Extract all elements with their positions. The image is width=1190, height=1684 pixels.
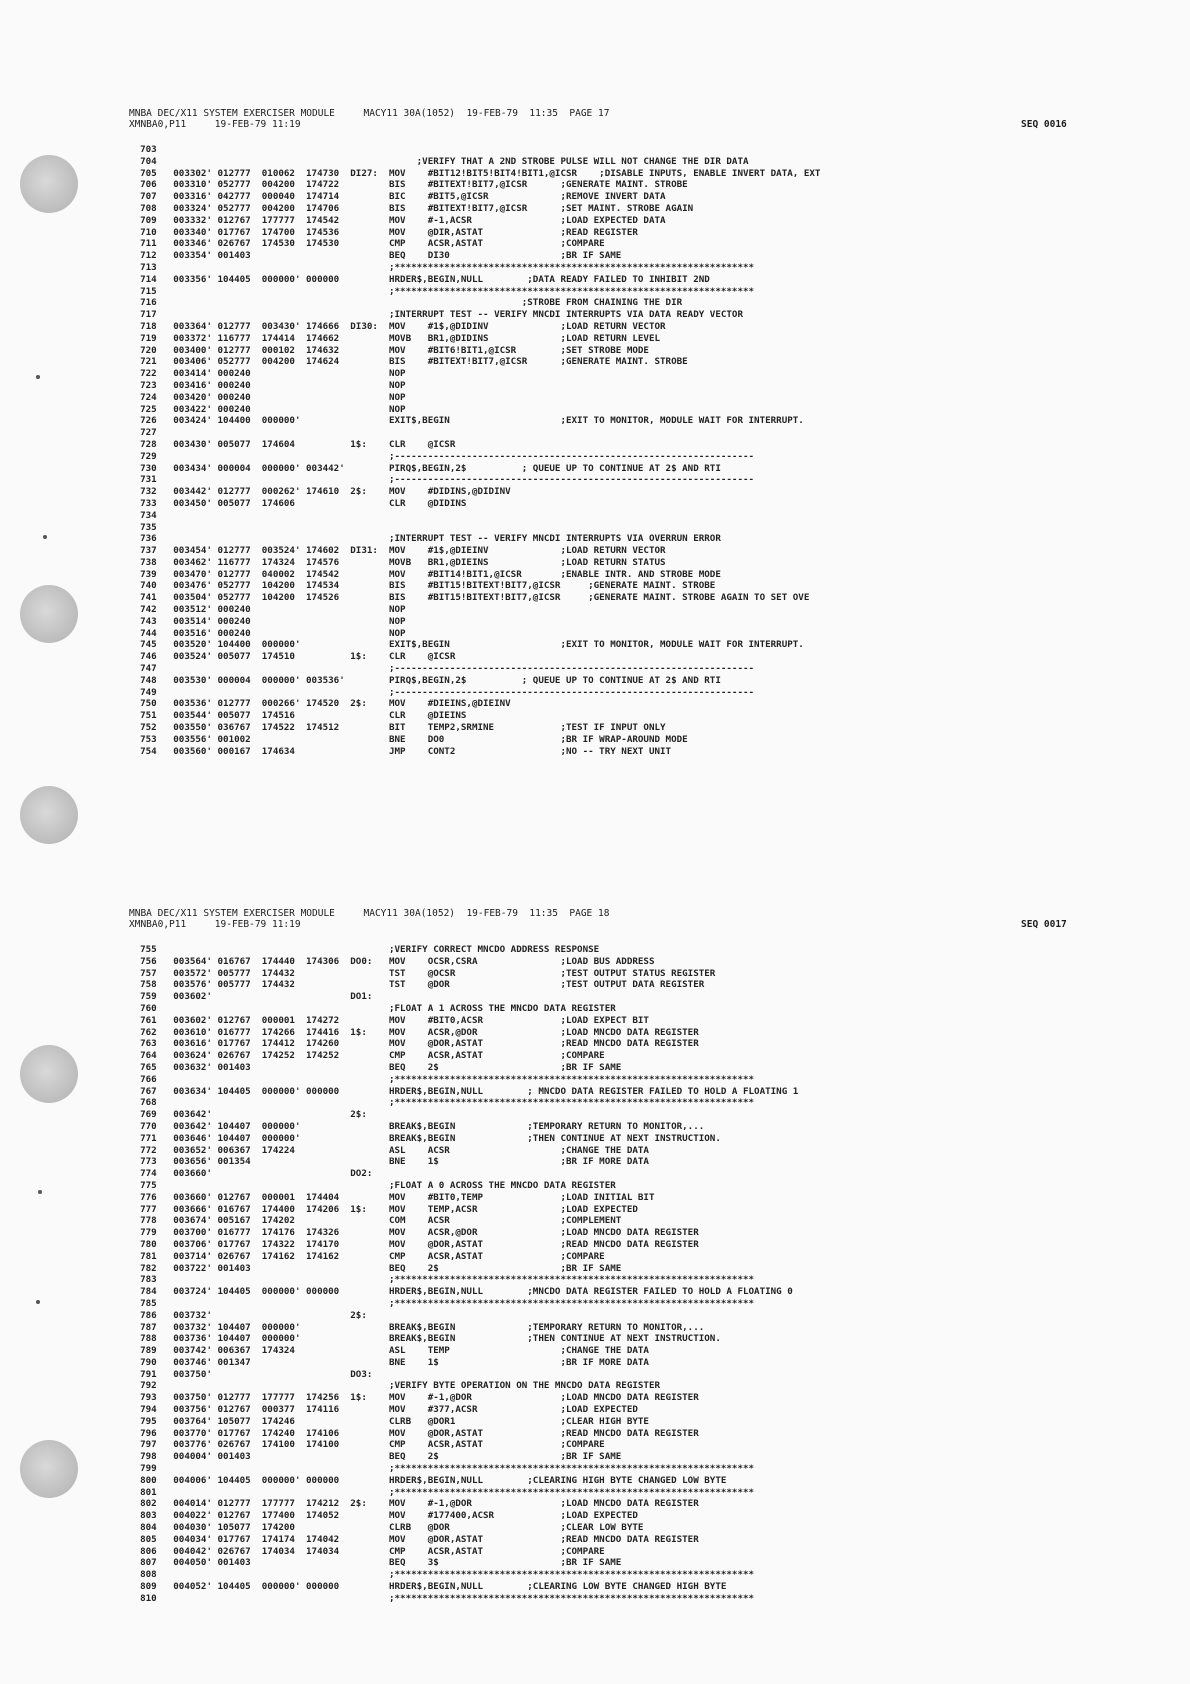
- listing-line: 806 004042' 026767 174034 174034 CMP ACSR,ASTAT ;COMPARE: [129, 1545, 605, 1557]
- listing-line: 755 ;VERIFY CORRECT MNCDO ADDRESS RESPONSE: [129, 944, 600, 955]
- listing-line: 775 ;FLOAT A 0 ACROSS THE MNCDO DATA REGISTER: [129, 1179, 616, 1191]
- listing-line: 714 003356' 104405 000000' 000000 HRDER$,BEGIN,NULL ;DATA READY FAILED TO INHIBIT 2ND: [129, 273, 710, 285]
- listing-line: 711 003346' 026767 174530 174530 CMP ACSR,ASTAT ;COMPARE: [129, 238, 605, 250]
- listing-line: 730 003434' 000004 000000' 003442' PIRQ$,BEGIN,2$ ; QUEUE UP TO CONTINUE AT 2$ AND RTI: [129, 462, 721, 474]
- listing-line: 764 003624' 026767 174252 174252 CMP ACSR,ASTAT ;COMPARE: [129, 1050, 605, 1062]
- listing-line: 797 003776' 026767 174100 174100 CMP ACSR,ASTAT ;COMPARE: [129, 1439, 605, 1451]
- listing-line: 763 003616' 017767 174412 174260 MOV @DOR,ASTAT ;READ MNCDO DATA REGISTER: [129, 1038, 699, 1050]
- listing-line: 757 003572' 005777 174432 TST @OCSR ;TEST OUTPUT STATUS REGISTER: [129, 967, 716, 979]
- listing-line: 727: [129, 427, 157, 439]
- listing-line: 788 003736' 104407 000000' BREAK$,BEGIN ;THEN CONTINUE AT NEXT INSTRUCTION.: [129, 1333, 721, 1345]
- listing-line: 789 003742' 006367 174324 ASL TEMP ;CHANGE THE DATA: [129, 1345, 649, 1357]
- listing-line: 743 003514' 000240 NOP: [129, 615, 406, 627]
- speck: [43, 535, 47, 539]
- listing-line: 766 ;*****************************************************************: [129, 1073, 755, 1085]
- header-file: XMNBA0,P11 19-FEB-79 11:19: [129, 919, 301, 930]
- listing-line: 762 003610' 016777 174266 174416 1$: MOV ACSR,@DOR ;LOAD MNCDO DATA REGISTER: [129, 1026, 699, 1038]
- page-header: [0, 108, 1190, 138]
- listing-line: 712 003354' 001403 BEQ DI30 ;BR IF SAME: [129, 250, 622, 262]
- listing-line: 741 003504' 052777 104200 174526 BIS #BIT15!BITEXT!BIT7,@ICSR ;GENERATE MAINT. STROBE AGAIN TO SET OVE: [129, 592, 810, 604]
- assembly-listing: [129, 144, 820, 757]
- listing-line: 795 003764' 105077 174246 CLRB @DOR1 ;CLEAR HIGH BYTE: [129, 1415, 649, 1427]
- listing-line: 726 003424' 104400 000000' EXIT$,BEGIN ;EXIT TO MONITOR, MODULE WAIT FOR INTERRUPT.: [129, 415, 804, 427]
- listing-line: 807 004050' 001403 BEQ 3$ ;BR IF SAME: [129, 1557, 622, 1569]
- listing-line: 794 003756' 012767 000377 174116 MOV #377,ACSR ;LOAD EXPECTED: [129, 1404, 638, 1416]
- listing-line: 767 003634' 104405 000000' 000000 HRDER$,BEGIN,NULL ; MNCDO DATA REGISTER FAILED TO HOLD A FLOATING 1: [129, 1085, 799, 1097]
- listing-line: 785 ;*****************************************************************: [129, 1297, 755, 1309]
- listing-line: 721 003406' 052777 004200 174624 BIS #BITEXT!BIT7,@ICSR ;GENERATE MAINT. STROBE: [129, 356, 688, 368]
- listing-line: 758 003576' 005777 174432 TST @DOR ;TEST OUTPUT DATA REGISTER: [129, 979, 705, 991]
- listing-line: 738 003462' 116777 174324 174576 MOVB BR1,@DIEINS ;LOAD RETURN STATUS: [129, 556, 666, 568]
- listing-line: 717 ;INTERRUPT TEST -- VERIFY MNCDI INTERRUPTS VIA DATA READY VECTOR: [129, 309, 743, 321]
- listing-line: 742 003512' 000240 NOP: [129, 604, 406, 616]
- listing-line: 778 003674' 005167 174202 COM ACSR ;COMPLEMENT: [129, 1215, 622, 1227]
- listing-page-18: [0, 908, 1190, 1604]
- speck: [38, 1190, 42, 1194]
- listing-line: 776 003660' 012767 000001 174404 MOV #BIT0,TEMP ;LOAD INITIAL BIT: [129, 1191, 655, 1203]
- listing-line: 713 ;*****************************************************************: [129, 261, 755, 273]
- listing-line: 733 003450' 005077 174606 CLR @DIDINS: [129, 497, 467, 509]
- listing-line: 703: [129, 144, 157, 155]
- listing-line: 744 003516' 000240 NOP: [129, 627, 406, 639]
- listing-line: 736 ;INTERRUPT TEST -- VERIFY MNCDI INTERRUPTS VIA OVERRUN ERROR: [129, 533, 721, 545]
- listing-line: 765 003632' 001403 BEQ 2$ ;BR IF SAME: [129, 1061, 622, 1073]
- listing-line: 728 003430' 005077 174604 1$: CLR @ICSR: [129, 438, 456, 450]
- listing-line: 769 003642' 2$:: [129, 1109, 367, 1121]
- listing-line: 754 003560' 000167 174634 JMP CONT2 ;NO -- TRY NEXT UNIT: [129, 745, 672, 757]
- listing-line: 720 003400' 012777 000102 174632 MOV #BIT6!BIT1,@ICSR ;SET STROBE MODE: [129, 344, 649, 356]
- seq-number: SEQ 0016: [1021, 119, 1067, 130]
- listing-line: 725 003422' 000240 NOP: [129, 403, 406, 415]
- punch-hole: [20, 786, 78, 844]
- listing-line: 715 ;*****************************************************************: [129, 285, 755, 297]
- listing-line: 740 003476' 052777 104200 174534 BIS #BIT15!BITEXT!BIT7,@ICSR ;GENERATE MAINT. STROBE: [129, 580, 716, 592]
- listing-line: 779 003700' 016777 174176 174326 MOV ACSR,@DOR ;LOAD MNCDO DATA REGISTER: [129, 1227, 699, 1239]
- listing-line: 770 003642' 104407 000000' BREAK$,BEGIN ;TEMPORARY RETURN TO MONITOR,...: [129, 1120, 705, 1132]
- listing-line: 734: [129, 509, 157, 521]
- listing-line: 731 ;-----------------------------------------------------------------: [129, 474, 755, 486]
- listing-line: 801 ;*****************************************************************: [129, 1486, 755, 1498]
- listing-line: 709 003332' 012767 177777 174542 MOV #-1,ACSR ;LOAD EXPECTED DATA: [129, 214, 666, 226]
- punch-hole: [20, 1440, 78, 1498]
- listing-line: 809 004052' 104405 000000' 000000 HRDER$,BEGIN,NULL ;CLEARING LOW BYTE CHANGED HIGH BYTE: [129, 1581, 727, 1593]
- listing-line: 790 003746' 001347 BNE 1$ ;BR IF MORE DATA: [129, 1356, 649, 1368]
- listing-line: 768 ;*****************************************************************: [129, 1097, 755, 1109]
- assembly-listing: [129, 944, 798, 1605]
- listing-line: 782 003722' 001403 BEQ 2$ ;BR IF SAME: [129, 1262, 622, 1274]
- listing-line: 749 ;-----------------------------------------------------------------: [129, 686, 755, 698]
- listing-line: 780 003706' 017767 174322 174170 MOV @DOR,ASTAT ;READ MNCDO DATA REGISTER: [129, 1238, 699, 1250]
- listing-line: 777 003666' 016767 174400 174206 1$: MOV TEMP,ACSR ;LOAD EXPECTED: [129, 1203, 638, 1215]
- punch-hole: [20, 585, 78, 643]
- listing-line: 718 003364' 012777 003430' 174666 DI30: MOV #1$,@DIDINV ;LOAD RETURN VECTOR: [129, 320, 666, 332]
- listing-line: 772 003652' 006367 174224 ASL ACSR ;CHANGE THE DATA: [129, 1144, 649, 1156]
- header-title: MNBA DEC/X11 SYSTEM EXERCISER MODULE MACY11 30A(1052) 19-FEB-79 11:35 PAGE 17: [129, 108, 610, 119]
- listing-line: 787 003732' 104407 000000' BREAK$,BEGIN ;TEMPORARY RETURN TO MONITOR,...: [129, 1321, 705, 1333]
- listing-line: 735: [129, 521, 157, 533]
- listing-line: 810 ;*****************************************************************: [129, 1592, 755, 1604]
- listing-line: 751 003544' 005077 174516 CLR @DIEINS: [129, 710, 467, 722]
- punch-hole: [20, 155, 78, 213]
- listing-line: 705 003302' 012777 010062 174730 DI27: MOV #BIT12!BIT5!BIT4!BIT1,@ICSR ;DISABLE INPUTS, ENABLE INVERT DATA, EXT: [129, 167, 821, 179]
- listing-line: 747 ;-----------------------------------------------------------------: [129, 663, 755, 675]
- listing-line: 750 003536' 012777 000266' 174520 2$: MOV #DIEINS,@DIEINV: [129, 698, 511, 710]
- listing-line: 760 ;FLOAT A 1 ACROSS THE MNCDO DATA REGISTER: [129, 1002, 616, 1014]
- punch-hole: [20, 1045, 78, 1103]
- listing-line: 745 003520' 104400 000000' EXIT$,BEGIN ;EXIT TO MONITOR, MODULE WAIT FOR INTERRUPT.: [129, 639, 804, 651]
- listing-line: 761 003602' 012767 000001 174272 MOV #BIT0,ACSR ;LOAD EXPECT BIT: [129, 1014, 649, 1026]
- listing-line: 774 003660' DO2:: [129, 1168, 373, 1180]
- listing-line: 753 003556' 001002 BNE DO0 ;BR IF WRAP-AROUND MODE: [129, 733, 688, 745]
- listing-line: 722 003414' 000240 NOP: [129, 368, 406, 380]
- listing-line: 802 004014' 012777 177777 174212 2$: MOV #-1,@DOR ;LOAD MNCDO DATA REGISTER: [129, 1498, 699, 1510]
- listing-line: 791 003750' DO3:: [129, 1368, 373, 1380]
- listing-line: 719 003372' 116777 174414 174662 MOVB BR1,@DIDINS ;LOAD RETURN LEVEL: [129, 332, 661, 344]
- listing-line: 803 004022' 012767 177400 174052 MOV #177400,ACSR ;LOAD EXPECTED: [129, 1510, 638, 1522]
- listing-line: 792 ;VERIFY BYTE OPERATION ON THE MNCDO DATA REGISTER: [129, 1380, 661, 1392]
- listing-line: 771 003646' 104407 000000' BREAK$,BEGIN ;THEN CONTINUE AT NEXT INSTRUCTION.: [129, 1132, 721, 1144]
- listing-line: 704 ;VERIFY THAT A 2ND STROBE PULSE WILL NOT CHANGE THE DIR DATA: [129, 155, 749, 167]
- listing-line: 759 003602' DO1:: [129, 991, 373, 1003]
- listing-line: 800 004006' 104405 000000' 000000 HRDER$,BEGIN,NULL ;CLEARING HIGH BYTE CHANGED LOW BYTE: [129, 1474, 727, 1486]
- listing-line: 746 003524' 005077 174510 1$: CLR @ICSR: [129, 651, 456, 663]
- listing-line: 799 ;*****************************************************************: [129, 1463, 755, 1475]
- listing-line: 805 004034' 017767 174174 174042 MOV @DOR,ASTAT ;READ MNCDO DATA REGISTER: [129, 1533, 699, 1545]
- header-file: XMNBA0,P11 19-FEB-79 11:19: [129, 119, 301, 130]
- listing-line: 793 003750' 012777 177777 174256 1$: MOV #-1,@DOR ;LOAD MNCDO DATA REGISTER: [129, 1392, 699, 1404]
- listing-line: 756 003564' 016767 174440 174306 DO0: MOV OCSR,CSRA ;LOAD BUS ADDRESS: [129, 955, 655, 967]
- listing-page-17: [0, 108, 1190, 757]
- listing-line: 748 003530' 000004 000000' 003536' PIRQ$,BEGIN,2$ ; QUEUE UP TO CONTINUE AT 2$ AND RTI: [129, 674, 721, 686]
- listing-line: 752 003550' 036767 174522 174512 BIT TEMP2,SRMINE ;TEST IF INPUT ONLY: [129, 722, 666, 734]
- listing-line: 796 003770' 017767 174240 174106 MOV @DOR,ASTAT ;READ MNCDO DATA REGISTER: [129, 1427, 699, 1439]
- listing-line: 804 004030' 105077 174200 CLRB @DOR ;CLEAR LOW BYTE: [129, 1522, 644, 1534]
- listing-line: 783 ;*****************************************************************: [129, 1274, 755, 1286]
- listing-line: 724 003420' 000240 NOP: [129, 391, 406, 403]
- page-header: [0, 908, 1190, 938]
- listing-line: 808 ;*****************************************************************: [129, 1569, 755, 1581]
- speck: [36, 375, 40, 379]
- listing-line: 798 004004' 001403 BEQ 2$ ;BR IF SAME: [129, 1451, 622, 1463]
- listing-line: 781 003714' 026767 174162 174162 CMP ACSR,ASTAT ;COMPARE: [129, 1250, 605, 1262]
- listing-line: 716 ;STROBE FROM CHAINING THE DIR: [129, 297, 683, 309]
- listing-line: 708 003324' 052777 004200 174706 BIS #BITEXT!BIT7,@ICSR ;SET MAINT. STROBE AGAIN: [129, 202, 694, 214]
- listing-line: 773 003656' 001354 BNE 1$ ;BR IF MORE DATA: [129, 1156, 649, 1168]
- listing-line: 729 ;-----------------------------------------------------------------: [129, 450, 755, 462]
- speck: [36, 1300, 40, 1304]
- listing-line: 710 003340' 017767 174700 174536 MOV @DIR,ASTAT ;READ REGISTER: [129, 226, 638, 238]
- listing-line: 732 003442' 012777 000262' 174610 2$: MOV #DIDINS,@DIDINV: [129, 486, 511, 498]
- listing-line: 706 003310' 052777 004200 174722 BIS #BITEXT!BIT7,@ICSR ;GENERATE MAINT. STROBE: [129, 179, 688, 191]
- listing-line: 737 003454' 012777 003524' 174602 DI31: MOV #1$,@DIEINV ;LOAD RETURN VECTOR: [129, 545, 666, 557]
- header-title: MNBA DEC/X11 SYSTEM EXERCISER MODULE MACY11 30A(1052) 19-FEB-79 11:35 PAGE 18: [129, 908, 610, 919]
- listing-line: 786 003732' 2$:: [129, 1309, 367, 1321]
- seq-number: SEQ 0017: [1021, 919, 1067, 930]
- listing-line: 707 003316' 042777 000040 174714 BIC #BIT5,@ICSR ;REMOVE INVERT DATA: [129, 191, 666, 203]
- listing-line: 784 003724' 104405 000000' 000000 HRDER$,BEGIN,NULL ;MNCDO DATA REGISTER FAILED TO HOLD A FLOATING 0: [129, 1286, 793, 1298]
- listing-line: 723 003416' 000240 NOP: [129, 379, 406, 391]
- listing-line: 739 003470' 012777 040002 174542 MOV #BIT14!BIT1,@ICSR ;ENABLE INTR. AND STROBE MODE: [129, 568, 721, 580]
